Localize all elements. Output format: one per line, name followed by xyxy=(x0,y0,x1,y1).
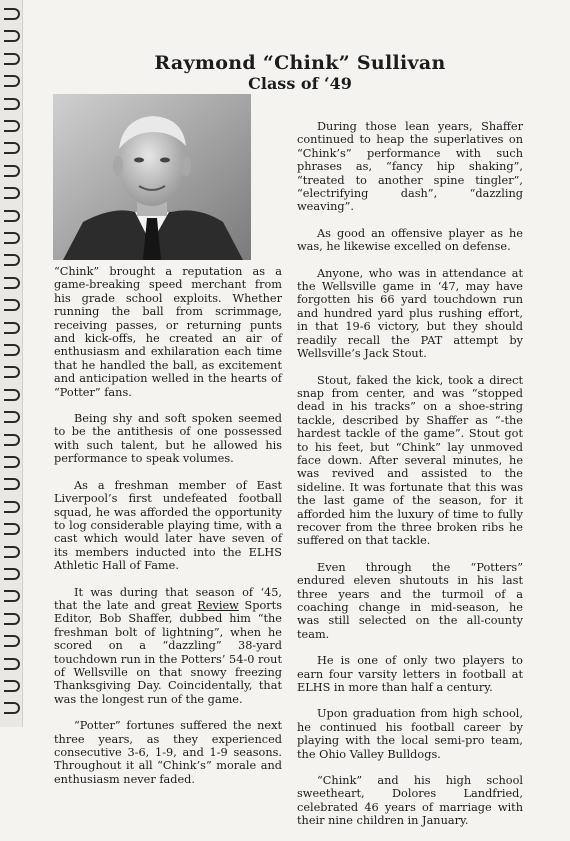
binding-ring xyxy=(4,142,20,154)
binding-ring xyxy=(4,165,20,177)
binding-ring xyxy=(4,702,20,714)
binding-ring xyxy=(4,322,20,334)
paragraph-shutouts: Even through the “Potters” endured eleven shutouts in his last three years and the turmoil of a coaching change in mid-season, he was still selected on the all-county team. xyxy=(297,560,523,641)
text-fragment: It was during that season of ‘45, that the late and great xyxy=(54,585,282,612)
binding-ring xyxy=(4,75,20,87)
binding-ring xyxy=(4,254,20,266)
binding-ring xyxy=(4,30,20,42)
paragraph-sweetheart: “Chink” and his high school sweetheart, Dolores Landfried, celebrated 46 years of marriage with their nine children in January. xyxy=(297,774,523,828)
paragraph-varsity-letters: He is one of only two players to earn four varsity letters in football at ELHS in more than half a century. xyxy=(297,654,523,695)
paragraph-shy: Being shy and soft spoken seemed to be the antithesis of one possessed with such talent, but he allowed his performance to speak volumes. xyxy=(54,412,282,466)
binding-ring xyxy=(4,456,20,468)
paragraph-fortunes: “Potter” fortunes suffered the next three years, as they experienced consecutive 3-6, 1-9, and 1-9 seasons. Throughout it all “Chink’s” morale and enthusiasm never faded. xyxy=(54,719,282,786)
paragraph-lean-years: During those lean years, Shaffer continued to heap the superlatives on “Chink’s” performance with such phrases as, “fancy hip shaking”, “treated to another spine tingler”, “electrifying dash”, “dazzling weaving”. xyxy=(297,120,523,214)
paragraph-stout: Stout, faked the kick, took a direct snap from center, and was “stopped dead in his tracks” on a shoe-string tackle, described by Shaffer as “-the hardest tackle of the game”. Stout got to his feet, but “Chink” lay unmoved face down. After several minutes, he was revived and assisted to the sideline. It was fortunate that this was the last game of the season, for it afforded him the luxury of time to fully recover from the three broken ribs he suffered on that tackle. xyxy=(297,373,523,548)
portrait-illustration xyxy=(53,94,251,260)
page-title: Raymond “Chink” Sullivan xyxy=(154,52,446,74)
binding-ring xyxy=(4,568,20,580)
binding-ring xyxy=(4,434,20,446)
paragraph-reputation: “Chink” brought a reputation as a game-breaking speed merchant from his grade school exploits. Whether running the ball from scrimmage, receiving passes, or returning punts and kick-offs, he created an air of enthusiasm and exhilaration each time that he handled the ball, as excitement and anticipation welled in the hearts of “Potter” fans. xyxy=(54,265,282,399)
review-text: Review xyxy=(197,598,239,612)
binding-ring xyxy=(4,478,20,490)
binding-ring xyxy=(4,680,20,692)
binding-ring xyxy=(4,613,20,625)
binding-ring xyxy=(4,232,20,244)
portrait-photo xyxy=(53,94,251,260)
binding-ring xyxy=(4,53,20,65)
binding-ring xyxy=(4,98,20,110)
binding-ring xyxy=(4,344,20,356)
paragraph-wellsville: Anyone, who was in attendance at the Wellsville game in ‘47, may have forgotten his 66 yard touchdown run and hundred yard plus rushing effort, in that 19-6 victory, but they should readily recall the PAT attempt by Wellsville’s Jack Stout. xyxy=(297,266,523,361)
paragraph-season-45 xyxy=(54,586,282,707)
binding-ring xyxy=(4,635,20,647)
right-column xyxy=(297,120,523,841)
page-edge xyxy=(22,0,23,727)
binding-ring xyxy=(4,210,20,222)
binding-ring xyxy=(4,590,20,602)
binding-ring xyxy=(4,501,20,513)
binding-ring xyxy=(4,523,20,535)
binding-ring xyxy=(4,389,20,401)
binding-ring xyxy=(4,277,20,289)
binding-ring xyxy=(4,366,20,378)
binding-ring xyxy=(4,658,20,670)
binding-ring xyxy=(4,546,20,558)
paragraph-freshman: As a freshman member of East Liverpool’s first undefeated football squad, he was afforded the opportunity to log considerable playing time, with a cast which would later have seven of its members inducted into the ELHS Athletic Hall of Fame. xyxy=(54,478,282,573)
text-fragment: Sports Editor, Bob Shaffer, dubbed him “the freshman bolt of lightning”, when he scored on a “dazzling” 38-yard touchdown run in the Potters’ 54-0 rout of Wellsville on that snowy freezing Thanksgiving Day. Coincidentally, that was the longest run of the game. xyxy=(54,598,282,706)
binding-ring xyxy=(4,411,20,423)
binding-ring xyxy=(4,299,20,311)
binding-ring xyxy=(4,120,20,132)
paragraph-defense: As good an offensive player as he was, he likewise excelled on defense. xyxy=(297,226,523,254)
binding-ring xyxy=(4,8,20,20)
page-subtitle: Class of ‘49 xyxy=(248,74,352,93)
binding-ring xyxy=(4,187,20,199)
paragraph-graduation: Upon graduation from high school, he continued his football career by playing with the local semi-pro team, the Ohio Valley Bulldogs. xyxy=(297,707,523,761)
spiral-binding xyxy=(0,0,22,727)
left-column xyxy=(54,265,282,799)
